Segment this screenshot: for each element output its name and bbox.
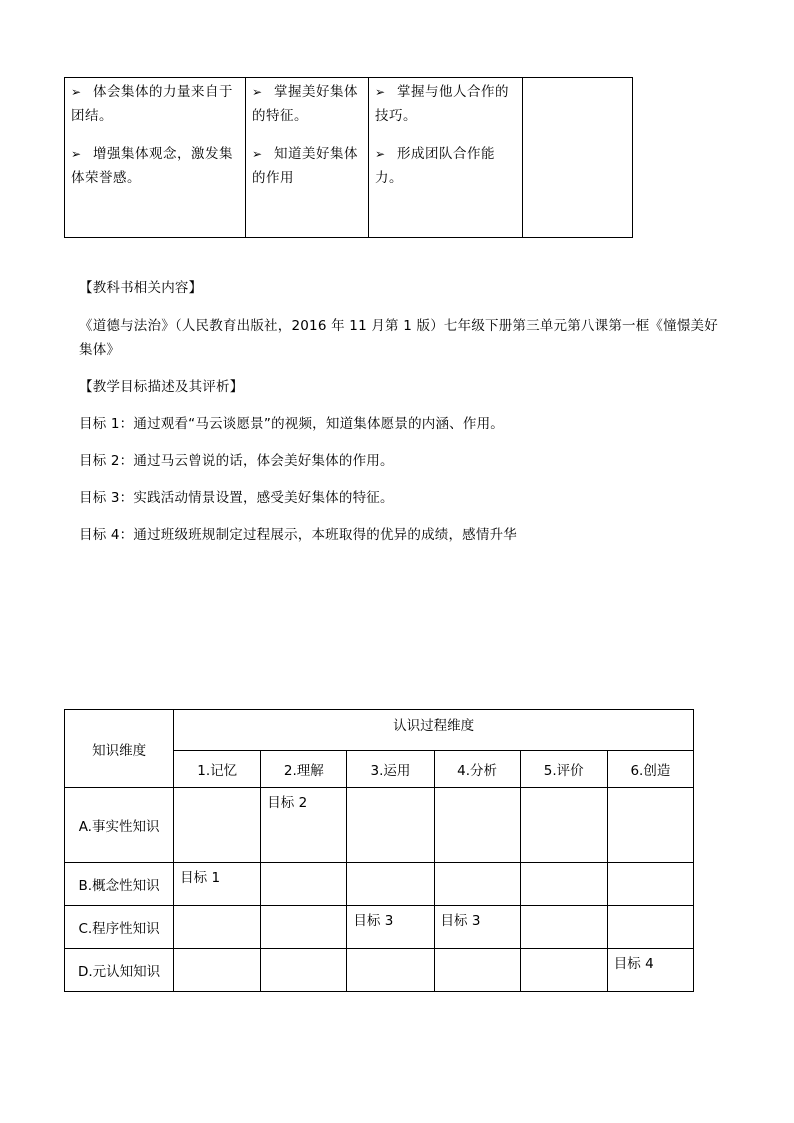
row-label: C.程序性知识: [65, 906, 174, 949]
objectives-heading: 【教学目标描述及其评析】: [79, 379, 244, 395]
summary-col-skill: [369, 78, 523, 238]
table-cell: [347, 949, 434, 992]
summary-item: 掌握美好集体的特征。: [252, 84, 358, 124]
arrow-bullet-icon: ➢: [375, 147, 386, 161]
table-cell: [434, 788, 520, 863]
column-header: 1.记忆: [174, 751, 261, 788]
textbook-line-1: 《道德与法治》（人民教育出版社，2016 年 11 月第 1 版）七年级下册第三单元第八课第一框《憧憬美好: [79, 318, 718, 334]
row-label: D.元认知知识: [65, 949, 174, 992]
table-cell: 目标 3: [434, 906, 520, 949]
summary-item: 体会集体的力量来自于团结。: [71, 84, 233, 124]
table-cell: 目标 2: [261, 788, 347, 863]
summary-item: 增强集体观念，激发集体荣誉感。: [71, 146, 233, 186]
column-header: 3.运用: [347, 751, 434, 788]
objective-1: 目标 1：通过观看“马云谈愿景”的视频，知道集体愿景的内涵、作用。: [79, 416, 504, 432]
objective-3: 目标 3：实践活动情景设置，感受美好集体的特征。: [79, 490, 394, 506]
table-cell: [174, 906, 261, 949]
table-cell: [347, 863, 434, 906]
table-cell: 目标 1: [174, 863, 261, 906]
summary-col-attitude: [65, 78, 246, 238]
table-cell: [174, 788, 261, 863]
column-header: 2.理解: [261, 751, 347, 788]
textbook-heading: 【教科书相关内容】: [79, 280, 203, 296]
textbook-line-2: 集体》: [79, 342, 121, 358]
bloom-taxonomy-table: [64, 709, 694, 992]
table-cell: [607, 906, 693, 949]
row-label: B.概念性知识: [65, 863, 174, 906]
table-cell: [261, 906, 347, 949]
table-cell: [261, 863, 347, 906]
table-row: [65, 906, 694, 949]
summary-item: 掌握与他人合作的技巧。: [375, 84, 509, 124]
table-cell: [520, 949, 607, 992]
column-header: 6.创造: [607, 751, 693, 788]
knowledge-dimension-header: 知识维度: [65, 710, 174, 788]
table-cell: [347, 788, 434, 863]
table-cell: [261, 949, 347, 992]
arrow-bullet-icon: ➢: [375, 85, 386, 99]
objective-4: 目标 4：通过班级班规制定过程展示，本班取得的优异的成绩，感情升华: [79, 527, 517, 543]
summary-item: 知道美好集体的作用: [252, 146, 358, 186]
objective-2: 目标 2：通过马云曾说的话，体会美好集体的作用。: [79, 453, 394, 469]
table-row: [65, 949, 694, 992]
table-cell: [520, 906, 607, 949]
table-cell: [607, 863, 693, 906]
table-cell: [520, 863, 607, 906]
table-cell: [174, 949, 261, 992]
arrow-bullet-icon: ➢: [252, 147, 263, 161]
table-row: [65, 788, 694, 863]
table-cell: [434, 949, 520, 992]
summary-col-empty: [523, 78, 633, 238]
row-label: A.事实性知识: [65, 788, 174, 863]
table-cell: 目标 4: [607, 949, 693, 992]
table-cell: 目标 3: [347, 906, 434, 949]
arrow-bullet-icon: ➢: [252, 85, 263, 99]
column-header: 5.评价: [520, 751, 607, 788]
summary-item: 形成团队合作能力。: [375, 146, 495, 186]
arrow-bullet-icon: ➢: [71, 147, 82, 161]
process-dimension-header: 认识过程维度: [174, 710, 694, 751]
arrow-bullet-icon: ➢: [71, 85, 82, 99]
summary-col-knowledge: [246, 78, 369, 238]
table-cell: [520, 788, 607, 863]
objectives-summary-table: [64, 77, 633, 238]
table-row: [65, 863, 694, 906]
table-cell: [434, 863, 520, 906]
table-cell: [607, 788, 693, 863]
column-header: 4.分析: [434, 751, 520, 788]
